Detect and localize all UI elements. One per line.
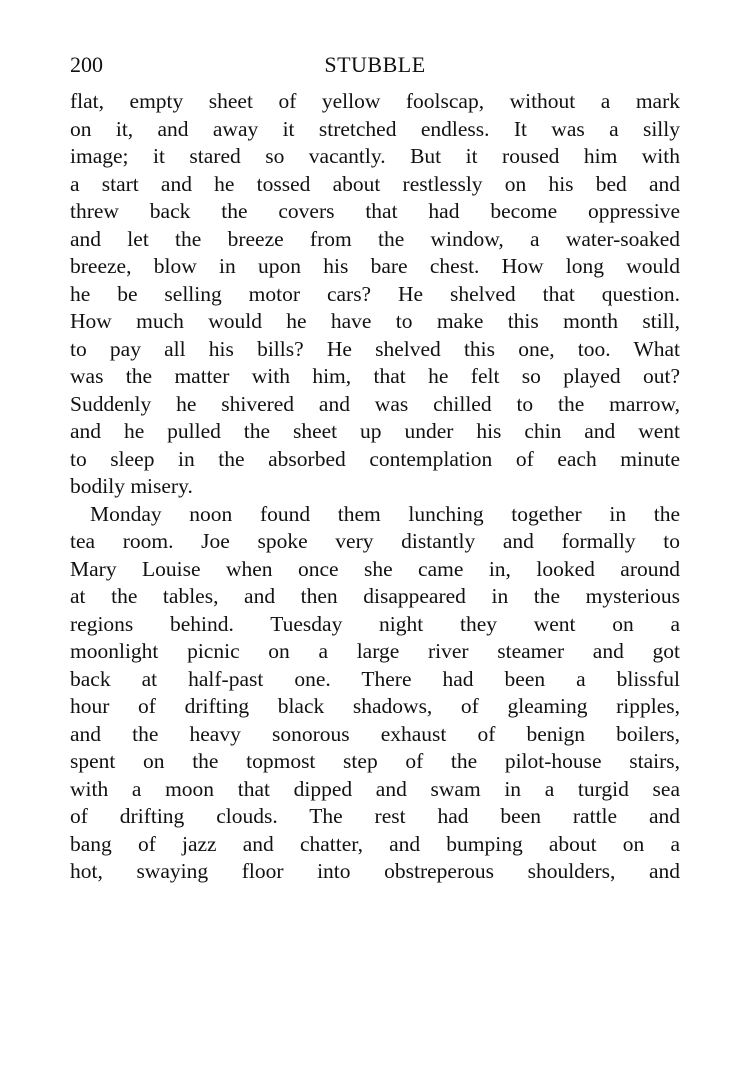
- text-line: threw back the covers that had become oppressive: [70, 199, 680, 223]
- text-line: Suddenly he shivered and was chilled to the marrow,: [70, 391, 680, 416]
- text-line: Mary Louise when once she came in, looked around: [70, 556, 680, 581]
- text-line: and let the breeze from the window, a water-soaked: [70, 226, 680, 251]
- text-line: image; it stared so vacantly. But it roused him with: [70, 144, 680, 168]
- text-line: and the heavy sonorous exhaust of benign boilers,: [70, 721, 680, 746]
- text-line: of drifting clouds. The rest had been rattle and: [70, 804, 680, 828]
- text-line: at the tables, and then disappeared in the mysterious: [70, 584, 680, 608]
- text-line: was the matter with him, that he felt so played out?: [70, 364, 680, 388]
- text-line: regions behind. Tuesday night they went on a: [70, 611, 680, 636]
- text-line: hour of drifting black shadows, of gleaming ripples,: [70, 694, 680, 718]
- page-number: 200: [70, 52, 103, 77]
- text-line: bodily misery.: [70, 474, 193, 498]
- running-title: STUBBLE: [324, 52, 426, 77]
- text-line: with a moon that dipped and swam in a turgid sea: [70, 776, 680, 801]
- text-line: How much would he have to make this month still,: [70, 309, 680, 333]
- text-line: hot, swaying floor into obstreperous shoulders, and: [70, 859, 680, 883]
- text-line: to sleep in the absorbed contemplation of each minute: [70, 446, 680, 471]
- text-line: flat, empty sheet of yellow foolscap, without a mark: [70, 89, 680, 113]
- text-line: and he pulled the sheet up under his chin and went: [70, 419, 680, 443]
- text-line: he be selling motor cars? He shelved that question.: [70, 281, 680, 306]
- text-line: back at half-past one. There had been a blissful: [70, 666, 680, 691]
- text-line: on it, and away it stretched endless. It was a silly: [70, 116, 680, 141]
- body-text: [70, 88, 680, 886]
- text-line: tea room. Joe spoke very distantly and formally to: [70, 529, 680, 553]
- text-line: to pay all his bills? He shelved this one, too. What: [70, 336, 680, 361]
- text-line: breeze, blow in upon his bare chest. How long would: [70, 254, 680, 278]
- text-line: spent on the topmost step of the pilot-house stairs,: [70, 749, 680, 773]
- text-line: bang of jazz and chatter, and bumping about on a: [70, 831, 680, 856]
- text-line: moonlight picnic on a large river steamer and got: [70, 639, 680, 663]
- text-line: a start and he tossed about restlessly on his bed and: [70, 171, 680, 196]
- text-line: Monday noon found them lunching together in the: [90, 501, 680, 526]
- page-header: [70, 52, 680, 82]
